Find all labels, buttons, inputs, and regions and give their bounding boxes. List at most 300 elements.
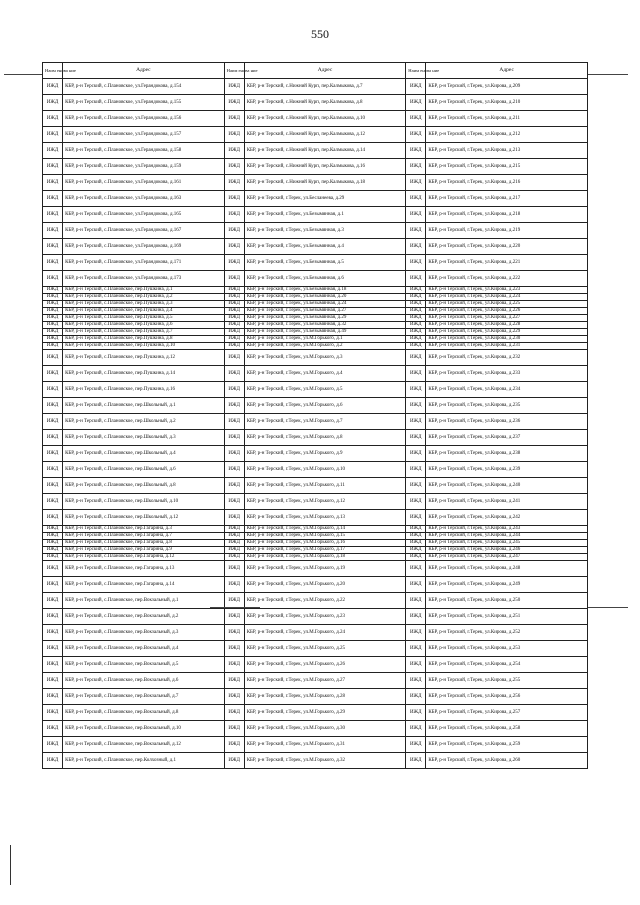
type-cell: ИЖД xyxy=(43,287,63,294)
type-cell: ИЖД xyxy=(406,239,426,255)
type-cell: ИЖД xyxy=(43,322,63,329)
address-cell: КБР, р-н Терский, г.Терек, ул.Кирова, д.221 xyxy=(426,255,588,271)
type-cell: ИЖД xyxy=(406,308,426,315)
address-cell: КБР, р-н Терский, г.Терек, ул.Кирова, д.231 xyxy=(426,343,588,350)
address-cell: КБР, р-н Терский, г.Терек, ул.Кирова, д.219 xyxy=(426,223,588,239)
type-cell: ИЖД xyxy=(406,609,426,625)
type-cell: ИЖД xyxy=(406,366,426,382)
type-cell: ИЖД xyxy=(406,593,426,609)
type-cell: ИЖД xyxy=(43,689,63,705)
address-cell: КБР, р-н Терский, г.Терек, ул.М.Горького, д.14 xyxy=(244,526,406,533)
address-cell: КБР, р-н Терский, с.Плановское, пер.Пушкина, д.2 xyxy=(63,294,225,301)
address-cell: КБР, р-н Терский, г.Терек, ул.Кирова, д.258 xyxy=(426,721,588,737)
address-cell: КБР, р-н Терский, г.Терек, ул.М.Горького, д.9 xyxy=(244,446,406,462)
address-cell: КБР, р-н Терский, г.Терек, ул.Безымянная, д.6 xyxy=(244,271,406,287)
type-cell: ИЖД xyxy=(43,446,63,462)
address-cell: КБР, р-н Терский, г.Терек, ул.М.Горького, д.16 xyxy=(244,540,406,547)
address-cell: КБР, р-н Терский, с.Плановское, ул.Герандокова, д.155 xyxy=(63,95,225,111)
type-cell: ИЖД xyxy=(224,577,244,593)
address-cell: КБР, р-н Терский, г.Терек, ул.Кирова, д.233 xyxy=(426,366,588,382)
table-row xyxy=(43,79,588,95)
type-cell: ИЖД xyxy=(224,533,244,540)
type-cell: ИЖД xyxy=(43,641,63,657)
address-cell: КБР, р-н Терский, с.Нижний Курп, пер.Калмыкова, д.12 xyxy=(244,127,406,143)
table-row xyxy=(43,143,588,159)
address-cell: КБР, р-н Терский, г.Терек, ул.Кирова, д.232 xyxy=(426,350,588,366)
address-cell: КБР, р-н Терский, с.Плановское, ул.Герандокова, д.158 xyxy=(63,143,225,159)
type-cell: ИЖД xyxy=(43,593,63,609)
address-cell: КБР, р-н Терский, г.Терек, ул.Кирова, д.251 xyxy=(426,609,588,625)
type-cell: ИЖД xyxy=(43,329,63,336)
address-cell: КБР, р-н Терский, г.Терек, ул.Кирова, д.249 xyxy=(426,577,588,593)
address-cell: КБР, р-н Терский, г.Терек, ул.М.Горького, д.30 xyxy=(244,721,406,737)
address-cell: КБР, р-н Терский, с.Плановское, пер.Вокзальный, д.4 xyxy=(63,641,225,657)
type-cell: ИЖД xyxy=(43,127,63,143)
address-cell: КБР, р-н Терский, с.Плановское, пер.Гагарина, д.8 xyxy=(63,540,225,547)
address-cell: КБР, р-н Терский, г.Терек, ул.Безымянная, д.5 xyxy=(244,255,406,271)
address-cell: КБР, р-н Терский, г.Терек, ул.М.Горького, д.29 xyxy=(244,705,406,721)
table-row xyxy=(43,271,588,287)
address-cell: КБР, р-н Терский, г.Терек, ул.Кирова, д.240 xyxy=(426,478,588,494)
type-cell: ИЖД xyxy=(43,382,63,398)
address-cell: КБР, р-н Терский, г.Терек, ул.Кирова, д.257 xyxy=(426,705,588,721)
address-cell: КБР, р-н Терский, с.Плановское, ул.Герандокова, д.159 xyxy=(63,159,225,175)
address-cell: КБР, р-н Терский, с.Плановское, пер.Школьный, д.6 xyxy=(63,462,225,478)
address-cell: КБР, р-н Терский, с.Плановское, пер.Гагарина, д.14 xyxy=(63,577,225,593)
type-cell: ИЖД xyxy=(224,79,244,95)
table-row xyxy=(43,494,588,510)
type-cell: ИЖД xyxy=(406,737,426,753)
type-cell: ИЖД xyxy=(406,287,426,294)
address-cell: КБР, р-н Терский, г.Терек, ул.Кирова, д.223 xyxy=(426,287,588,294)
type-cell: ИЖД xyxy=(43,223,63,239)
margin-dash xyxy=(4,74,42,75)
address-cell: КБР, р-н Терский, г.Терек, ул.Кирова, д.246 xyxy=(426,547,588,554)
type-cell: ИЖД xyxy=(43,430,63,446)
address-cell: КБР, р-н Терский, с.Нижний Курп, пер.Калмыкова, д.10 xyxy=(244,111,406,127)
type-cell: ИЖД xyxy=(224,526,244,533)
address-cell: КБР, р-н Терский, с.Плановское, ул.Герандокова, д.157 xyxy=(63,127,225,143)
address-table xyxy=(42,62,588,769)
address-cell: КБР, р-н Терский, с.Плановское, пер.Колхозный, д.1 xyxy=(63,753,225,769)
type-cell: ИЖД xyxy=(224,673,244,689)
address-cell: КБР, р-н Терский, г.Терек, ул.Кирова, д.243 xyxy=(426,526,588,533)
type-cell: ИЖД xyxy=(406,175,426,191)
address-cell: КБР, р-н Терский, г.Терек, ул.Кирова, д.216 xyxy=(426,175,588,191)
address-cell: КБР, р-н Терский, с.Плановское, ул.Герандокова, д.173 xyxy=(63,271,225,287)
address-cell: КБР, р-н Терский, г.Терек, ул.Кирова, д.227 xyxy=(426,315,588,322)
address-cell: КБР, р-н Терский, г.Терек, ул.М.Горького, д.24 xyxy=(244,625,406,641)
address-cell: КБР, р-н Терский, с.Плановское, пер.Пушкина, д.7 xyxy=(63,329,225,336)
type-cell: ИЖД xyxy=(224,350,244,366)
address-cell: КБР, р-н Терский, с.Плановское, пер.Пушкина, д.12 xyxy=(63,350,225,366)
table-row xyxy=(43,127,588,143)
type-cell: ИЖД xyxy=(406,322,426,329)
address-cell: КБР, р-н Терский, г.Терек, ул.Кирова, д.230 xyxy=(426,336,588,343)
type-cell: ИЖД xyxy=(406,446,426,462)
address-cell: КБР, р-н Терский, с.Плановское, пер.Гагарина, д.3 xyxy=(63,526,225,533)
table-row xyxy=(43,95,588,111)
type-cell: ИЖД xyxy=(43,478,63,494)
type-cell: ИЖД xyxy=(406,271,426,287)
address-cell: КБР, р-н Терский, г.Терек, ул.М.Горького, д.6 xyxy=(244,398,406,414)
table-row xyxy=(43,343,588,350)
type-cell: ИЖД xyxy=(406,143,426,159)
header-type-2: Наим енова ние xyxy=(224,63,244,79)
type-cell: ИЖД xyxy=(406,430,426,446)
type-cell: ИЖД xyxy=(406,561,426,577)
address-cell: КБР, р-н Терский, с.Плановское, пер.Школьный, д.10 xyxy=(63,494,225,510)
type-cell: ИЖД xyxy=(43,705,63,721)
address-cell: КБР, р-н Терский, с.Плановское, пер.Пушкина, д.3 xyxy=(63,301,225,308)
address-cell: КБР, р-н Терский, г.Терек, ул.М.Горького, д.18 xyxy=(244,554,406,561)
type-cell: ИЖД xyxy=(43,308,63,315)
address-cell: КБР, р-н Терский, г.Терек, ул.Кирова, д.220 xyxy=(426,239,588,255)
table-row xyxy=(43,593,588,609)
address-cell: КБР, р-н Терский, г.Терек, ул.Кирова, д.239 xyxy=(426,462,588,478)
address-cell: КБР, р-н Терский, с.Плановское, пер.Пушкина, д.8 xyxy=(63,336,225,343)
margin-dash xyxy=(588,607,628,608)
type-cell: ИЖД xyxy=(43,737,63,753)
type-cell: ИЖД xyxy=(224,414,244,430)
address-cell: КБР, р-н Терский, г.Терек, ул.М.Горького, д.31 xyxy=(244,737,406,753)
table-row xyxy=(43,753,588,769)
table-row xyxy=(43,350,588,366)
address-cell: КБР, р-н Терский, с.Плановское, пер.Пушкина, д.10 xyxy=(63,343,225,350)
address-cell: КБР, р-н Терский, г.Терек, ул.М.Горького, д.17 xyxy=(244,547,406,554)
address-cell: КБР, р-н Терский, г.Терек, ул.М.Горького, д.23 xyxy=(244,609,406,625)
type-cell: ИЖД xyxy=(406,350,426,366)
address-cell: КБР, р-н Терский, с.Плановское, пер.Пушкина, д.6 xyxy=(63,322,225,329)
table-row xyxy=(43,721,588,737)
type-cell: ИЖД xyxy=(224,478,244,494)
address-cell: КБР, р-н Терский, г.Терек, ул.Кирова, д.259 xyxy=(426,737,588,753)
type-cell: ИЖД xyxy=(224,95,244,111)
type-cell: ИЖД xyxy=(43,343,63,350)
address-cell: КБР, р-н Терский, г.Терек, ул.Кирова, д.242 xyxy=(426,510,588,526)
address-cell: КБР, р-н Терский, с.Плановское, пер.Пушкина, д.4 xyxy=(63,308,225,315)
table-row xyxy=(43,609,588,625)
type-cell: ИЖД xyxy=(224,143,244,159)
address-cell: КБР, р-н Терский, с.Плановское, пер.Школьный, д.12 xyxy=(63,510,225,526)
address-cell: КБР, р-н Терский, г.Терек, ул.М.Горького, д.7 xyxy=(244,414,406,430)
address-cell: КБР, р-н Терский, г.Терек, ул.Кирова, д.255 xyxy=(426,673,588,689)
table-row xyxy=(43,159,588,175)
address-cell: КБР, р-н Терский, с.Плановское, пер.Пушкина, д.1 xyxy=(63,287,225,294)
address-cell: КБР, р-н Терский, с.Плановское, ул.Герандокова, д.154 xyxy=(63,79,225,95)
table-row xyxy=(43,308,588,315)
type-cell: ИЖД xyxy=(224,111,244,127)
type-cell: ИЖД xyxy=(406,127,426,143)
type-cell: ИЖД xyxy=(224,159,244,175)
type-cell: ИЖД xyxy=(224,641,244,657)
table-row xyxy=(43,657,588,673)
type-cell: ИЖД xyxy=(43,721,63,737)
type-cell: ИЖД xyxy=(43,95,63,111)
table-row xyxy=(43,315,588,322)
address-cell: КБР, р-н Терский, г.Терек, ул.Кирова, д.209 xyxy=(426,79,588,95)
address-cell: КБР, р-н Терский, с.Плановское, ул.Герандокова, д.161 xyxy=(63,175,225,191)
address-cell: КБР, р-н Терский, с.Плановское, пер.Школьный, д.4 xyxy=(63,446,225,462)
type-cell: ИЖД xyxy=(224,287,244,294)
address-cell: КБР, р-н Терский, с.Плановское, ул.Герандокова, д.156 xyxy=(63,111,225,127)
type-cell: ИЖД xyxy=(406,657,426,673)
type-cell: ИЖД xyxy=(43,159,63,175)
type-cell: ИЖД xyxy=(43,414,63,430)
address-cell: КБР, р-н Терский, г.Терек, ул.М.Горького, д.32 xyxy=(244,753,406,769)
table-row xyxy=(43,336,588,343)
table-row xyxy=(43,526,588,533)
address-cell: КБР, р-н Терский, с.Плановское, пер.Вокзальный, д.10 xyxy=(63,721,225,737)
type-cell: ИЖД xyxy=(43,657,63,673)
type-cell: ИЖД xyxy=(224,510,244,526)
address-cell: КБР, р-н Терский, г.Терек, ул.М.Горького, д.12 xyxy=(244,494,406,510)
type-cell: ИЖД xyxy=(224,430,244,446)
address-cell: КБР, р-н Терский, с.Плановское, пер.Вокзальный, д.5 xyxy=(63,657,225,673)
type-cell: ИЖД xyxy=(406,705,426,721)
type-cell: ИЖД xyxy=(43,609,63,625)
address-cell: КБР, р-н Терский, с.Плановское, пер.Пушкина, д.14 xyxy=(63,366,225,382)
margin-mark xyxy=(10,845,11,885)
type-cell: ИЖД xyxy=(224,625,244,641)
table-row xyxy=(43,223,588,239)
type-cell: ИЖД xyxy=(43,366,63,382)
address-cell: КБР, р-н Терский, с.Нижний Курп, пер.Калмыкова, д.16 xyxy=(244,159,406,175)
table-row xyxy=(43,322,588,329)
type-cell: ИЖД xyxy=(406,343,426,350)
header-type-1: Наим енова ние xyxy=(43,63,63,79)
type-cell: ИЖД xyxy=(43,239,63,255)
address-cell: КБР, р-н Терский, г.Терек, ул.М.Горького, д.5 xyxy=(244,382,406,398)
address-cell: КБР, р-н Терский, с.Плановское, ул.Герандокова, д.169 xyxy=(63,239,225,255)
address-cell: КБР, р-н Терский, г.Терек, ул.М.Горького, д.3 xyxy=(244,350,406,366)
type-cell: ИЖД xyxy=(406,315,426,322)
address-cell: КБР, р-н Терский, г.Терек, ул.Кирова, д.235 xyxy=(426,398,588,414)
type-cell: ИЖД xyxy=(224,301,244,308)
type-cell: ИЖД xyxy=(224,336,244,343)
address-cell: КБР, р-н Терский, г.Терек, ул.Кирова, д.247 xyxy=(426,554,588,561)
address-cell: КБР, р-н Терский, г.Терек, ул.Кирова, д.256 xyxy=(426,689,588,705)
type-cell: ИЖД xyxy=(43,540,63,547)
type-cell: ИЖД xyxy=(224,255,244,271)
address-cell: КБР, р-н Терский, г.Терек, ул.Кирова, д.217 xyxy=(426,191,588,207)
type-cell: ИЖД xyxy=(224,540,244,547)
table-row xyxy=(43,239,588,255)
type-cell: ИЖД xyxy=(224,462,244,478)
address-cell: КБР, р-н Терский, с.Плановское, пер.Школьный, д.1 xyxy=(63,398,225,414)
type-cell: ИЖД xyxy=(224,382,244,398)
type-cell: ИЖД xyxy=(43,143,63,159)
address-cell: КБР, р-н Терский, с.Плановское, пер.Вокзальный, д.1 xyxy=(63,593,225,609)
address-cell: КБР, р-н Терский, с.Плановское, пер.Вокзальный, д.12 xyxy=(63,737,225,753)
address-cell: КБР, р-н Терский, г.Терек, ул.Кирова, д.229 xyxy=(426,329,588,336)
table-row xyxy=(43,625,588,641)
address-cell: КБР, р-н Терский, г.Терек, ул.Кирова, д.212 xyxy=(426,127,588,143)
type-cell: ИЖД xyxy=(406,554,426,561)
header-address-1: Адрес xyxy=(63,63,225,79)
type-cell: ИЖД xyxy=(224,721,244,737)
address-cell: КБР, р-н Терский, г.Терек, ул.Безымянная, д.4 xyxy=(244,239,406,255)
address-cell: КБР, р-н Терский, г.Терек, ул.Кирова, д.228 xyxy=(426,322,588,329)
address-cell: КБР, р-н Терский, с.Плановское, пер.Вокзальный, д.6 xyxy=(63,673,225,689)
table-row xyxy=(43,510,588,526)
type-cell: ИЖД xyxy=(43,191,63,207)
address-cell: КБР, р-н Терский, с.Плановское, пер.Гагарина, д.13 xyxy=(63,561,225,577)
type-cell: ИЖД xyxy=(224,127,244,143)
address-cell: КБР, р-н Терский, г.Терек, ул.Безымянная, д.20 xyxy=(244,294,406,301)
address-cell: КБР, р-н Терский, г.Терек, ул.Кирова, д.237 xyxy=(426,430,588,446)
address-cell: КБР, р-н Терский, г.Терек, ул.Безымянная, д.29 xyxy=(244,315,406,322)
address-cell: КБР, р-н Терский, с.Нижний Курп, пер.Калмыкова, д.7 xyxy=(244,79,406,95)
type-cell: ИЖД xyxy=(406,191,426,207)
address-cell: КБР, р-н Терский, г.Терек, ул.М.Горького, д.1 xyxy=(244,336,406,343)
address-cell: КБР, р-н Терский, г.Терек, ул.Кирова, д.213 xyxy=(426,143,588,159)
type-cell: ИЖД xyxy=(43,271,63,287)
type-cell: ИЖД xyxy=(224,561,244,577)
type-cell: ИЖД xyxy=(43,547,63,554)
address-cell: КБР, р-н Терский, г.Терек, ул.М.Горького, д.25 xyxy=(244,641,406,657)
address-cell: КБР, р-н Терский, г.Терек, ул.М.Горького, д.19 xyxy=(244,561,406,577)
type-cell: ИЖД xyxy=(406,540,426,547)
address-cell: КБР, р-н Терский, г.Терек, ул.М.Горького, д.4 xyxy=(244,366,406,382)
type-cell: ИЖД xyxy=(406,625,426,641)
type-cell: ИЖД xyxy=(43,175,63,191)
table-row xyxy=(43,533,588,540)
type-cell: ИЖД xyxy=(43,207,63,223)
table-row xyxy=(43,382,588,398)
address-cell: КБР, р-н Терский, г.Терек, ул.Безымянная, д.32 xyxy=(244,322,406,329)
type-cell: ИЖД xyxy=(43,336,63,343)
table-body xyxy=(43,79,588,769)
type-cell: ИЖД xyxy=(406,398,426,414)
type-cell: ИЖД xyxy=(406,301,426,308)
table-row xyxy=(43,207,588,223)
table-row xyxy=(43,554,588,561)
address-cell: КБР, р-н Терский, г.Терек, ул.М.Горького, д.26 xyxy=(244,657,406,673)
type-cell: ИЖД xyxy=(224,207,244,223)
address-cell: КБР, р-н Терский, г.Терек, ул.М.Горького, д.11 xyxy=(244,478,406,494)
table-row xyxy=(43,641,588,657)
type-cell: ИЖД xyxy=(43,494,63,510)
type-cell: ИЖД xyxy=(43,315,63,322)
address-cell: КБР, р-н Терский, с.Плановское, пер.Школьный, д.2 xyxy=(63,414,225,430)
address-cell: КБР, р-н Терский, с.Плановское, ул.Герандокова, д.167 xyxy=(63,223,225,239)
address-cell: КБР, р-н Терский, г.Терек, ул.Кирова, д.241 xyxy=(426,494,588,510)
type-cell: ИЖД xyxy=(43,561,63,577)
address-cell: КБР, р-н Терский, г.Терек, ул.Кирова, д.245 xyxy=(426,540,588,547)
type-cell: ИЖД xyxy=(224,343,244,350)
table-row xyxy=(43,446,588,462)
type-cell: ИЖД xyxy=(406,79,426,95)
type-cell: ИЖД xyxy=(224,239,244,255)
address-cell: КБР, р-н Терский, с.Плановское, пер.Гагарина, д.9 xyxy=(63,547,225,554)
type-cell: ИЖД xyxy=(224,737,244,753)
address-cell: КБР, р-н Терский, с.Нижний Курп, пер.Калмыкова, д.8 xyxy=(244,95,406,111)
address-cell: КБР, р-н Терский, с.Плановское, пер.Вокзальный, д.7 xyxy=(63,689,225,705)
type-cell: ИЖД xyxy=(224,657,244,673)
table-row xyxy=(43,255,588,271)
type-cell: ИЖД xyxy=(43,533,63,540)
type-cell: ИЖД xyxy=(224,554,244,561)
type-cell: ИЖД xyxy=(224,705,244,721)
address-cell: КБР, р-н Терский, г.Терек, ул.М.Горького, д.27 xyxy=(244,673,406,689)
header-address-3: Адрес xyxy=(426,63,588,79)
address-cell: КБР, р-н Терский, г.Терек, ул.Безымянная, д.24 xyxy=(244,301,406,308)
type-cell: ИЖД xyxy=(224,223,244,239)
type-cell: ИЖД xyxy=(43,526,63,533)
table-row xyxy=(43,547,588,554)
type-cell: ИЖД xyxy=(43,673,63,689)
type-cell: ИЖД xyxy=(406,462,426,478)
address-cell: КБР, р-н Терский, с.Плановское, ул.Герандокова, д.165 xyxy=(63,207,225,223)
margin-dash xyxy=(210,607,260,608)
table-row xyxy=(43,577,588,593)
address-cell: КБР, р-н Терский, с.Плановское, пер.Школьный, д.3 xyxy=(63,430,225,446)
type-cell: ИЖД xyxy=(406,689,426,705)
margin-dash xyxy=(588,74,628,75)
type-cell: ИЖД xyxy=(224,315,244,322)
address-cell: КБР, р-н Терский, г.Терек, ул.М.Горького, д.15 xyxy=(244,533,406,540)
type-cell: ИЖД xyxy=(406,494,426,510)
type-cell: ИЖД xyxy=(406,207,426,223)
type-cell: ИЖД xyxy=(43,79,63,95)
type-cell: ИЖД xyxy=(406,510,426,526)
type-cell: ИЖД xyxy=(406,382,426,398)
address-cell: КБР, р-н Терский, г.Терек, ул.М.Горького, д.8 xyxy=(244,430,406,446)
type-cell: ИЖД xyxy=(224,753,244,769)
type-cell: ИЖД xyxy=(43,462,63,478)
type-cell: ИЖД xyxy=(43,301,63,308)
table-row xyxy=(43,737,588,753)
type-cell: ИЖД xyxy=(43,753,63,769)
type-cell: ИЖД xyxy=(406,533,426,540)
address-table-container xyxy=(42,62,588,769)
address-cell: КБР, р-н Терский, г.Терек, ул.Кирова, д.260 xyxy=(426,753,588,769)
type-cell: ИЖД xyxy=(406,336,426,343)
type-cell: ИЖД xyxy=(224,446,244,462)
table-row xyxy=(43,398,588,414)
type-cell: ИЖД xyxy=(406,547,426,554)
type-cell: ИЖД xyxy=(224,322,244,329)
table-row xyxy=(43,462,588,478)
type-cell: ИЖД xyxy=(43,350,63,366)
type-cell: ИЖД xyxy=(406,111,426,127)
table-row xyxy=(43,294,588,301)
type-cell: ИЖД xyxy=(406,95,426,111)
address-cell: КБР, р-н Терский, г.Терек, ул.Кирова, д.226 xyxy=(426,308,588,315)
type-cell: ИЖД xyxy=(224,308,244,315)
address-cell: КБР, р-н Терский, г.Терек, ул.Безымянная, д.49 xyxy=(244,329,406,336)
type-cell: ИЖД xyxy=(43,398,63,414)
address-cell: КБР, р-н Терский, г.Терек, ул.Кирова, д.253 xyxy=(426,641,588,657)
address-cell: КБР, р-н Терский, г.Терек, ул.Кирова, д.234 xyxy=(426,382,588,398)
type-cell: ИЖД xyxy=(406,673,426,689)
address-cell: КБР, р-н Терский, г.Терек, ул.Кирова, д.250 xyxy=(426,593,588,609)
type-cell: ИЖД xyxy=(406,223,426,239)
type-cell: ИЖД xyxy=(43,625,63,641)
address-cell: КБР, р-н Терский, г.Терек, ул.Кирова, д.244 xyxy=(426,533,588,540)
table-row xyxy=(43,673,588,689)
address-cell: КБР, р-н Терский, г.Терек, ул.Безымянная, д.18 xyxy=(244,287,406,294)
address-cell: КБР, р-н Терский, г.Терек, ул.Кирова, д.215 xyxy=(426,159,588,175)
header-type-3: Наим енова ние xyxy=(406,63,426,79)
type-cell: ИЖД xyxy=(224,294,244,301)
type-cell: ИЖД xyxy=(224,593,244,609)
address-cell: КБР, р-н Терский, г.Терек, ул.Бесланеева, д.29 xyxy=(244,191,406,207)
type-cell: ИЖД xyxy=(406,721,426,737)
address-cell: КБР, р-н Терский, г.Терек, ул.Кирова, д.238 xyxy=(426,446,588,462)
type-cell: ИЖД xyxy=(224,547,244,554)
